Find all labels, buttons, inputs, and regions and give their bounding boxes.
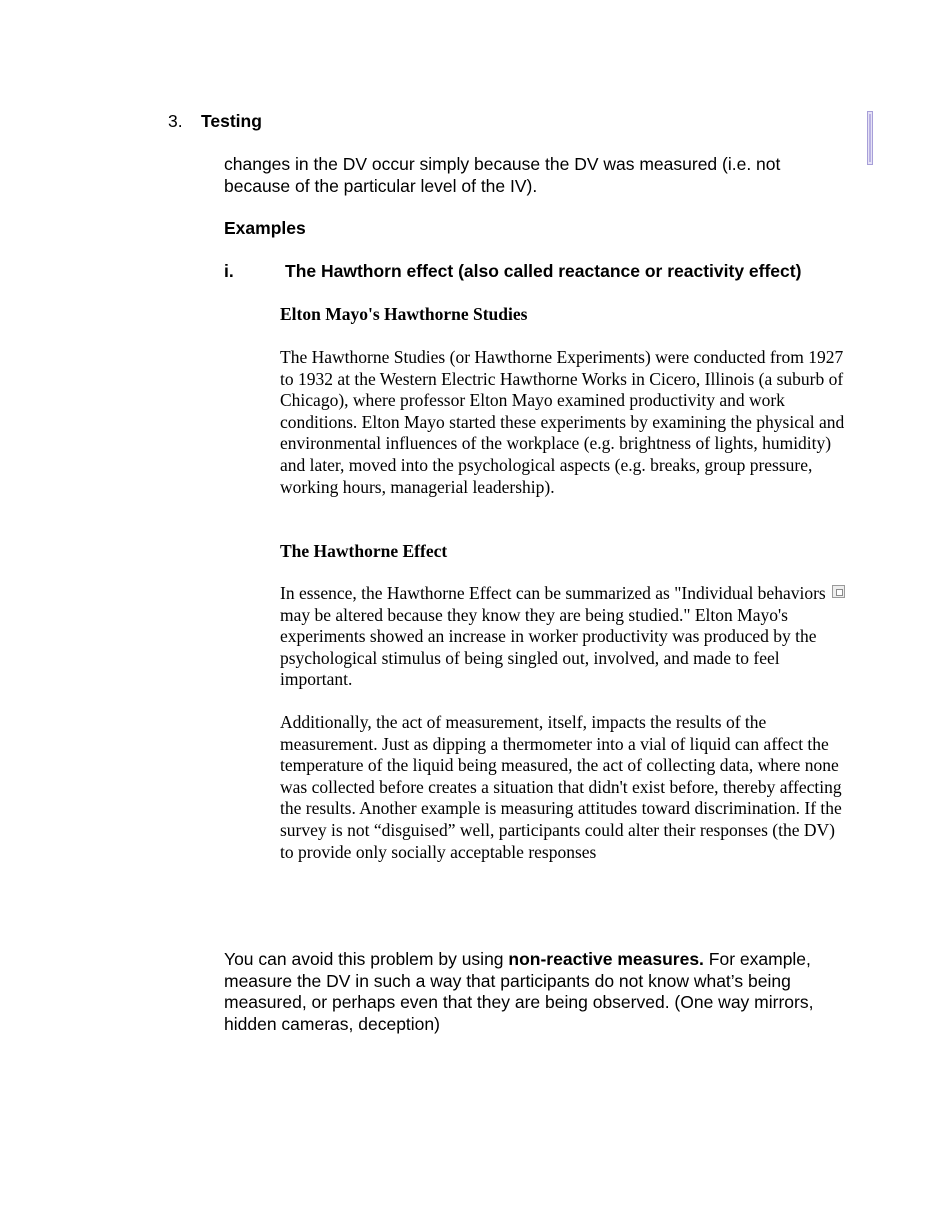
example-marker: i. xyxy=(224,261,234,281)
non-reactive-measures-term: non-reactive measures. xyxy=(508,949,704,969)
effect-paragraph-1: In essence, the Hawthorne Effect can be summarized as "Individual behaviors may be altered because they know they are being studied." Elton Mayo's experiments showed an increase in worker productivity was produced by the psychological stimulus of being singled out, involved, and made to feel important. xyxy=(280,583,826,690)
comment-marker-icon[interactable] xyxy=(867,111,873,165)
avoid-text-before: You can avoid this problem by using xyxy=(224,949,509,969)
section-title: Testing xyxy=(201,111,262,131)
effect-paragraph-2: Additionally, the act of measurement, itself, impacts the results of the measurement. Just as dipping a thermometer into a vial of liquid can affect the temperature of the liquid being measured, the act of collecting data, where none was collected before creates a situation that didn't exist before, thereby affecting the results. Another example is measuring attitudes toward discrimination. If the survey is not “disguised” well, participants could alter their responses (the DV) to provide only socially acceptable responses xyxy=(280,712,842,862)
section-number: 3. xyxy=(168,111,183,131)
mayo-heading: Elton Mayo's Hawthorne Studies xyxy=(280,304,528,324)
mayo-paragraph: The Hawthorne Studies (or Hawthorne Experiments) were conducted from 1927 to 1932 at the Western Electric Hawthorne Works in Cicero, Illinois (a suburb of Chicago), where professor Elton Mayo examined productivity and work conditions. Elton Mayo started these experiments by examining the physical and environmental influences of the workplace (e.g. brightness of lights, humidity) and later, moved into the psychological aspects (e.g. breaks, group pressure, working hours, managerial leadership). xyxy=(280,347,845,497)
broken-image-icon xyxy=(832,585,845,598)
section-intro: changes in the DV occur simply because the DV was measured (i.e. not because of the particular level of the IV). xyxy=(224,154,781,196)
effect-heading: The Hawthorne Effect xyxy=(280,541,448,561)
avoid-text-after: For example, measure the DV in such a way that participants do not know what’s being measured, or perhaps even that they are being observed. (One way mirrors, hidden cameras, deception) xyxy=(224,949,814,1034)
examples-heading: Examples xyxy=(224,218,306,238)
example-title: The Hawthorn effect (also called reactance or reactivity effect) xyxy=(285,261,802,281)
avoid-paragraph xyxy=(224,949,844,1035)
